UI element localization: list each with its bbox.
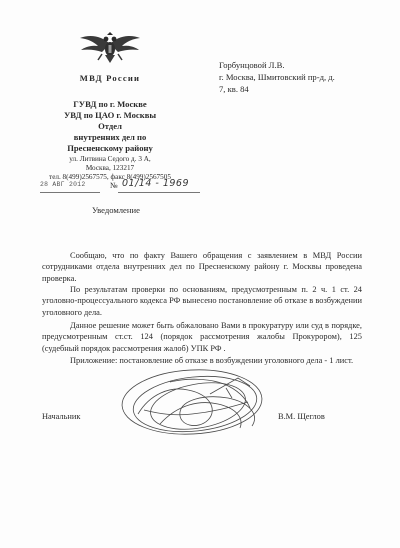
org-address-2: Москва, 123217 (85, 164, 135, 172)
uvd-name: УВД по ЦАО г. Москвы (63, 110, 157, 120)
body-paragraph-3: Данное решение может быть обжаловано Вами в прокуратуру или суд в порядке, предусмотренным ст.ст. 124 (порядок рассмотрения жалобы Прокурором), 125 (судебный порядок рассмотрения жалоб) УПК РФ . (42, 321, 362, 353)
registration-date-stamp: 28 АВГ 2012 (40, 181, 86, 188)
gu-name: ГУВД по г. Москве (73, 99, 147, 109)
org-phones: тел. 8(499)2567575, факс 8(499)2567505 (49, 173, 171, 181)
department-line-2: внутренних дел по (73, 132, 147, 142)
body-paragraph-1: Сообщаю, что по факту Вашего обращения с заявлением в МВД России сотрудниками отдела внутренних дел по Пресненскому району г. Москвы проведена проверка. (42, 251, 362, 283)
date-underline (40, 192, 100, 193)
registration-line (40, 178, 200, 193)
handwritten-signature (100, 364, 290, 446)
body-paragraph-2: По результатам проверки по основаниям, предусмотренным п. 2 ч. 1 ст. 24 уголовно-процессуального кодекса РФ вынесено постановление об отказе в возбуждении уголовного дела. (42, 285, 362, 317)
document-kind: Уведомление (92, 205, 140, 215)
org-address-1: ул. Литвина Седого д. 3 А, (69, 155, 151, 163)
recipient-address-2: 7, кв. 84 (219, 84, 249, 94)
department-line-3: Пресненскому району (67, 143, 153, 153)
recipient-address-1: г. Москва, Шмитовский пр-д, д. (219, 72, 335, 82)
signatory-name: В.М. Щеглов (278, 412, 325, 421)
department-line-1: Отдел (98, 121, 122, 131)
ministry-name: МВД России (79, 73, 141, 83)
signatory-title: Начальник (42, 412, 81, 421)
registration-number-label: № (110, 181, 118, 190)
number-underline (118, 192, 200, 193)
registration-number: 01/14 - 1969 (122, 178, 190, 189)
body-paragraph-4: Приложение: постановление об отказе в возбуждении уголовного дела - 1 лист. (70, 356, 354, 365)
recipient-name: Горбунцовой Л.В. (219, 60, 285, 70)
eagle-emblem-icon (78, 30, 142, 64)
